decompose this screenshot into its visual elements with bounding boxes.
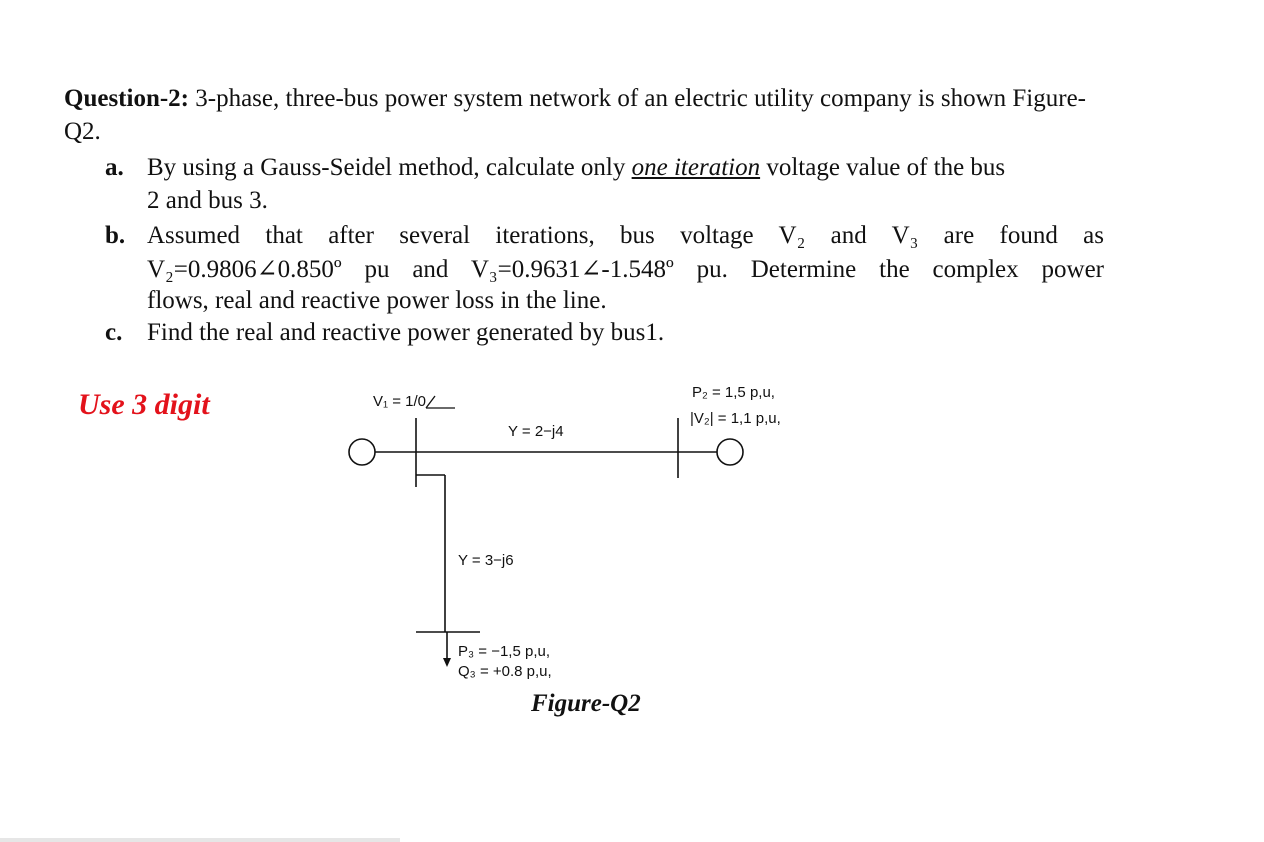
y12-label: Y = 2−j4 — [508, 423, 564, 440]
question-line-2: Q2. — [64, 118, 101, 145]
v1-angle-slash — [426, 396, 435, 408]
part-a-marker: a. — [105, 154, 124, 181]
load-arrow-head — [443, 658, 451, 667]
bus2-generator-circle — [717, 439, 743, 465]
part-a-emphasis: one iteration — [631, 154, 761, 181]
use-3-digit-note: Use 3 digit — [78, 388, 210, 421]
part-a-text-post: voltage value of the bus — [766, 154, 1006, 181]
question-intro-1: 3-phase, three-bus power system network of an electric utility company is shown Figure- — [195, 85, 1086, 112]
part-b-line-3: flows, real and reactive power loss in the line. — [147, 287, 607, 314]
q3-label: Q₃ = +0.8 p,u, — [458, 663, 552, 680]
part-c-marker: c. — [105, 319, 123, 346]
v2-label: |V₂| = 1,1 p,u, — [690, 410, 781, 427]
part-a-text-pre: By using a Gauss-Seidel method, calculate only — [147, 154, 626, 181]
part-b-marker: b. — [105, 222, 126, 249]
figure-caption: Figure-Q2 — [531, 690, 641, 717]
part-c-line-1: Find the real and reactive power generated by bus1. — [147, 319, 665, 346]
part-b-line-2: V₂=0.9806∠0.850º pu and V₃=0.9631∠-1.548º pu. Determine the complex power — [147, 256, 1104, 283]
question-heading: Question-2: — [64, 85, 189, 112]
v1-label: V₁ = 1/0 — [373, 393, 427, 410]
part-a-line-2: 2 and bus 3. — [147, 187, 268, 214]
bottom-scrollbar-track — [0, 838, 400, 842]
p2-label: P₂ = 1,5 p,u, — [692, 384, 775, 401]
bus1-generator-circle — [349, 439, 375, 465]
part-b-line-1: Assumed that after several iterations, bus voltage V₂ and V₃ are found as — [147, 222, 1104, 249]
y13-label: Y = 3−j6 — [458, 552, 514, 569]
p3-label: P₃ = −1,5 p,u, — [458, 643, 551, 660]
